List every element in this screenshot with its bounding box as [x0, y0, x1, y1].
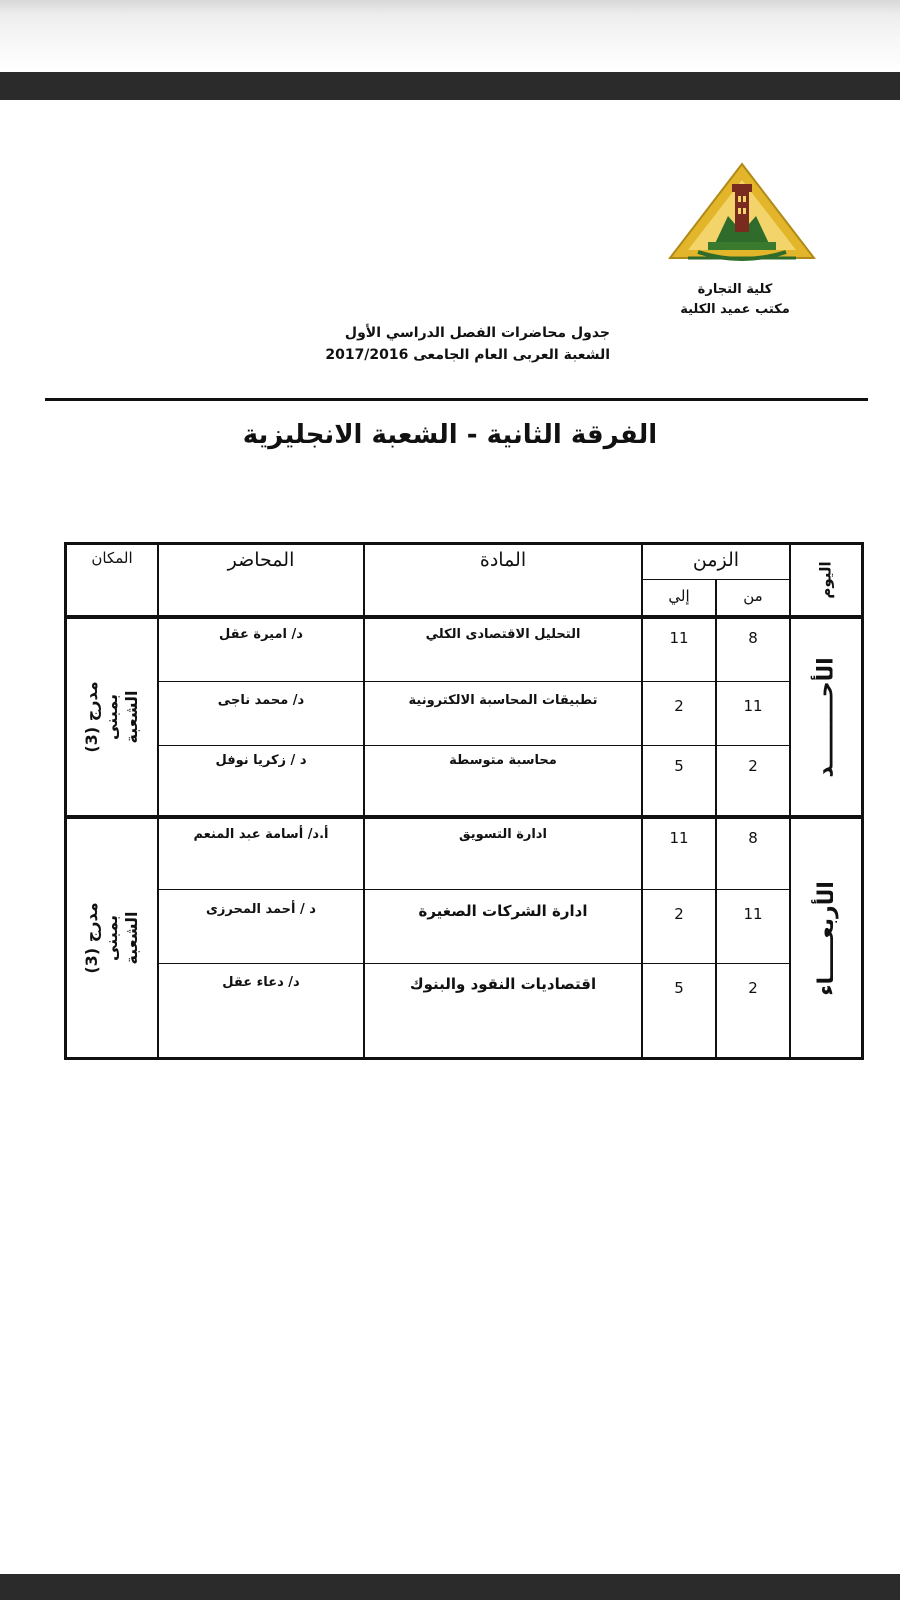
- row-line: [157, 681, 791, 682]
- cell-lecturer: أ.د/ أسامة عبد المنعم: [193, 827, 329, 842]
- time-subheader-line: [641, 579, 791, 580]
- cell-from: 11: [743, 905, 763, 923]
- cell-from: 8: [748, 829, 758, 847]
- cell-subject: التحليل الاقتصادى الكلي: [425, 627, 581, 642]
- day-wednesday: الأربعـــــاء: [813, 880, 839, 996]
- university-crest-icon: [668, 162, 816, 272]
- cell-lecturer: د / زكريا نوفل: [215, 753, 307, 768]
- day-sunday: الأحـــــــــد: [813, 656, 839, 778]
- cell-to: 2: [674, 905, 684, 923]
- header-place: المكان: [91, 549, 133, 567]
- cell-from: 8: [748, 629, 758, 647]
- cell-lecturer: د/ دعاء عقل: [222, 975, 300, 990]
- cell-from: 11: [743, 697, 763, 715]
- top-gradient: [0, 0, 900, 72]
- header-bottom-line: [67, 615, 861, 619]
- row-line: [157, 889, 791, 890]
- cell-to: 11: [669, 629, 689, 647]
- cell-subject: ادارة الشركات الصغيرة: [418, 902, 588, 920]
- cell-to: 5: [674, 757, 684, 775]
- top-dark-bar: [0, 72, 900, 100]
- cell-from: 2: [748, 979, 758, 997]
- cell-lecturer: د/ اميرة عقل: [219, 627, 303, 642]
- header-time: الزمن: [692, 549, 740, 571]
- cell-to: 2: [674, 697, 684, 715]
- header-subject: المادة: [479, 549, 527, 571]
- row-line: [157, 745, 791, 746]
- dean-office: مكتب عميد الكلية: [680, 302, 790, 317]
- cell-subject: محاسبة متوسطة: [449, 753, 557, 768]
- main-heading: الفرقة الثانية - الشعبة الانجليزية: [242, 420, 658, 450]
- cell-lecturer: د/ محمد ناجى: [217, 693, 305, 708]
- cell-lecturer: د / أحمد المحرزى: [206, 902, 316, 917]
- schedule-title: جدول محاضرات الفصل الدراسي الأول: [344, 325, 610, 341]
- row-line: [157, 963, 791, 964]
- bottom-dark-bar: [0, 1574, 900, 1600]
- college-name: كلية التجارة: [697, 282, 773, 297]
- cell-subject: اقتصاديات النقود والبنوك: [409, 975, 597, 993]
- place-sunday: مدرج (3) بمبنى الشعبة: [82, 681, 141, 753]
- header-to: إلي: [668, 587, 690, 605]
- place-wednesday: مدرج (3) بمبنى الشعبة: [82, 902, 141, 974]
- cell-to: 5: [674, 979, 684, 997]
- header-lecturer: المحاضر: [227, 549, 295, 571]
- schedule-year: الشعبة العربى العام الجامعى 2017/2016: [325, 347, 610, 363]
- group-divider-line: [67, 815, 861, 819]
- header-day: اليوم: [817, 561, 836, 599]
- header-from: من: [743, 587, 763, 605]
- cell-subject: ادارة التسويق: [459, 827, 547, 842]
- cell-subject: تطبيقات المحاسبة الالكترونية: [408, 693, 598, 708]
- divider-line: [45, 398, 868, 401]
- schedule-table: [64, 542, 864, 1060]
- cell-from: 2: [748, 757, 758, 775]
- cell-to: 11: [669, 829, 689, 847]
